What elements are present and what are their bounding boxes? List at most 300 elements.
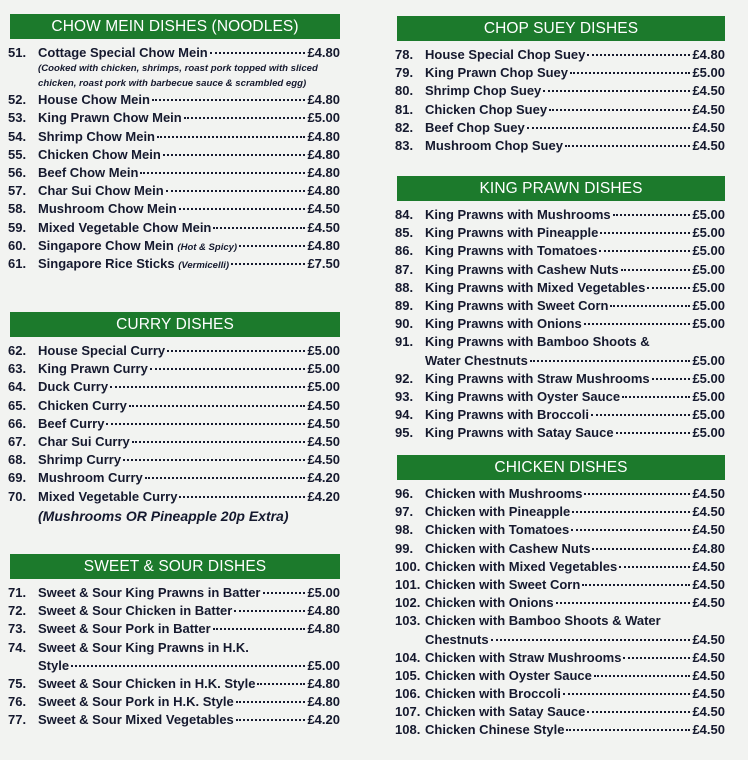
- item-number: 104.: [395, 649, 421, 665]
- item-number: 108.: [395, 722, 421, 738]
- menu-item: [395, 101, 725, 119]
- item-note: (Vermicelli): [178, 259, 230, 271]
- item-number: 103.: [395, 613, 421, 629]
- item-name: Chicken with Tomatoes: [425, 522, 570, 538]
- menu-item: [395, 685, 725, 703]
- item-name: King Prawns with Straw Mushrooms: [425, 370, 650, 386]
- chop-suey-list: [395, 46, 725, 155]
- dot-leader: [150, 368, 306, 370]
- item-price: £4.80: [307, 675, 340, 691]
- menu-item: [395, 667, 725, 685]
- item-price: £4.50: [692, 595, 725, 611]
- item-number: 99.: [395, 540, 414, 556]
- menu-item: [8, 109, 340, 127]
- item-price: £4.50: [692, 504, 725, 520]
- item-number: 97.: [395, 504, 414, 520]
- item-price: £4.50: [692, 101, 725, 117]
- dot-leader: [622, 396, 690, 398]
- dot-leader: [584, 323, 691, 325]
- item-name: Chicken with Bamboo Shoots & Water: [425, 613, 661, 629]
- item-price: £4.80: [307, 603, 340, 619]
- item-price: £5.00: [307, 379, 340, 395]
- dot-leader: [163, 154, 306, 156]
- item-name: Chicken Chinese Style: [425, 722, 565, 738]
- dot-leader: [613, 214, 691, 216]
- dot-leader: [140, 172, 305, 174]
- curry-section: [8, 312, 340, 524]
- item-price: £4.50: [307, 201, 340, 217]
- menu-item: [395, 612, 725, 630]
- item-price: £4.80: [307, 128, 340, 144]
- item-number: 94.: [395, 407, 414, 423]
- menu-item: [8, 237, 340, 255]
- item-price: £4.80: [692, 540, 725, 556]
- dot-leader: [145, 477, 306, 479]
- item-price: £4.80: [307, 237, 340, 253]
- item-price: £5.00: [307, 343, 340, 358]
- menu-item: [395, 703, 725, 721]
- item-name: Duck Curry: [38, 379, 109, 395]
- item-number: 63.: [8, 361, 27, 377]
- item-number: 73.: [8, 621, 27, 637]
- dot-leader: [213, 227, 305, 229]
- dot-leader: [565, 145, 691, 147]
- dot-leader: [587, 711, 690, 713]
- item-price: £4.50: [692, 83, 725, 99]
- item-price: £5.00: [692, 370, 725, 386]
- menu-item: [8, 584, 340, 602]
- item-price: £4.80: [307, 621, 340, 637]
- dot-leader: [210, 52, 306, 54]
- dot-leader: [587, 54, 690, 56]
- section-header: KING PRAWN DISHES: [397, 176, 725, 201]
- item-name: Beef Curry: [38, 415, 105, 431]
- item-price: £4.80: [692, 47, 725, 62]
- item-number: 71.: [8, 585, 27, 600]
- item-number: 67.: [8, 433, 27, 449]
- item-name: Sweet & Sour Pork in H.K. Style: [38, 694, 234, 710]
- item-number: 69.: [8, 470, 27, 486]
- item-price: £4.50: [307, 415, 340, 431]
- item-number: 101.: [395, 576, 421, 592]
- item-name: [38, 255, 229, 275]
- item-name-text: Singapore Rice Sticks: [38, 255, 175, 271]
- menu-item: [8, 397, 340, 415]
- item-price: £4.50: [692, 522, 725, 538]
- dot-leader: [592, 548, 690, 550]
- item-price: £5.00: [307, 110, 340, 126]
- item-name: Sweet & Sour Mixed Vegetables: [38, 712, 234, 728]
- item-name: Chicken with Pineapple: [425, 504, 571, 520]
- item-price: £4.50: [692, 486, 725, 501]
- item-price: £5.00: [692, 65, 725, 81]
- dot-leader: [157, 136, 305, 138]
- menu-item: [8, 602, 340, 620]
- dot-leader: [239, 245, 305, 247]
- item-price: £4.20: [307, 470, 340, 486]
- item-name: King Prawns with Onions: [425, 316, 582, 332]
- item-price: £4.80: [307, 164, 340, 180]
- item-name: King Prawn Chop Suey: [425, 65, 569, 81]
- chow-mein-list: [8, 44, 340, 273]
- item-price: £4.20: [307, 488, 340, 504]
- menu-item: [8, 164, 340, 182]
- menu-item: [8, 620, 340, 638]
- item-price: £4.80: [307, 183, 340, 199]
- item-price: £4.50: [692, 649, 725, 665]
- item-name: Chicken with Oyster Sauce: [425, 667, 592, 683]
- menu-item: [395, 721, 725, 739]
- section-header: CHICKEN DISHES: [397, 455, 725, 480]
- item-number: 51.: [8, 45, 27, 60]
- item-number: 105.: [395, 667, 421, 683]
- menu-item: [395, 261, 725, 279]
- item-number: 56.: [8, 164, 27, 180]
- menu-item: [8, 675, 340, 693]
- item-price: £5.00: [692, 352, 725, 368]
- item-name: King Prawns with Oyster Sauce: [425, 388, 621, 404]
- chow-mein-section: [8, 14, 340, 273]
- menu-item: [8, 360, 340, 378]
- item-name: King Prawns with Broccoli: [425, 407, 589, 423]
- menu-item: [8, 91, 340, 109]
- item-number: 83.: [395, 137, 414, 153]
- menu-item: [395, 594, 725, 612]
- item-number: 95.: [395, 425, 414, 441]
- item-name: Chicken with Straw Mushrooms: [425, 649, 622, 665]
- dot-leader: [167, 350, 305, 352]
- item-name: King Prawns with Satay Sauce: [425, 425, 614, 441]
- menu-item: [8, 146, 340, 164]
- dot-leader: [527, 127, 691, 129]
- item-price: £4.50: [692, 704, 725, 720]
- item-number: 91.: [395, 334, 414, 350]
- menu-item: [395, 297, 725, 315]
- item-name: Sweet & Sour King Prawns in H.K.: [38, 639, 249, 655]
- menu-item: [395, 649, 725, 667]
- menu-item: [8, 451, 340, 469]
- item-number: 81.: [395, 101, 414, 117]
- item-number: 58.: [8, 201, 27, 217]
- item-price: £4.20: [307, 712, 340, 728]
- section-header: CURRY DISHES: [10, 312, 340, 337]
- dot-leader: [549, 109, 690, 111]
- menu-item-continued: [395, 352, 725, 370]
- menu-item: [395, 521, 725, 539]
- menu-item: [8, 433, 340, 451]
- item-name: Char Sui Curry: [38, 433, 130, 449]
- menu-item: [395, 137, 725, 155]
- item-number: 72.: [8, 603, 27, 619]
- item-name: Chicken with Sweet Corn: [425, 576, 581, 592]
- item-name: House Special Chop Suey: [425, 47, 586, 62]
- item-price: £4.50: [692, 576, 725, 592]
- item-note: (Hot & Spicy): [177, 241, 238, 253]
- menu-item: [395, 242, 725, 260]
- menu-item: [395, 315, 725, 333]
- chicken-section: [395, 455, 725, 740]
- item-number: 79.: [395, 65, 414, 81]
- item-name: Mixed Vegetable Chow Mein: [38, 219, 212, 235]
- section-header: CHOP SUEY DISHES: [397, 16, 725, 41]
- item-price: £4.80: [307, 92, 340, 108]
- dot-leader: [599, 250, 690, 252]
- item-price: £4.80: [307, 146, 340, 162]
- dot-leader: [600, 232, 690, 234]
- item-name: Chicken with Onions: [425, 595, 554, 611]
- item-number: 77.: [8, 712, 27, 728]
- item-price: £4.50: [307, 219, 340, 235]
- item-name: House Special Curry: [38, 343, 166, 358]
- sweet-sour-section: [8, 554, 340, 730]
- item-name-text: Singapore Chow Mein: [38, 237, 174, 253]
- menu-item: [8, 342, 340, 360]
- item-name-continued: Water Chestnuts: [425, 352, 528, 368]
- dot-leader: [570, 72, 690, 74]
- menu-item: [395, 388, 725, 406]
- item-number: 88.: [395, 279, 414, 295]
- dot-leader: [184, 117, 306, 119]
- menu-item: [395, 279, 725, 297]
- item-name: Char Sui Chow Mein: [38, 183, 164, 199]
- item-name: Chicken with Cashew Nuts: [425, 540, 591, 556]
- item-price: £5.00: [692, 261, 725, 277]
- menu-item: [8, 255, 340, 273]
- menu-item: [395, 540, 725, 558]
- item-number: 53.: [8, 110, 27, 126]
- item-name: Chicken Chop Suey: [425, 101, 548, 117]
- item-number: 78.: [395, 47, 414, 62]
- dot-leader: [234, 610, 305, 612]
- menu-item-continued: [8, 657, 340, 675]
- dot-leader: [571, 529, 690, 531]
- menu-item: [8, 639, 340, 657]
- dot-leader: [179, 208, 306, 210]
- item-name: Shrimp Chow Mein: [38, 128, 155, 144]
- menu-item: [395, 64, 725, 82]
- sweet-sour-list: [8, 584, 340, 730]
- item-price: £5.00: [692, 407, 725, 423]
- dot-leader: [491, 639, 691, 641]
- item-number: 65.: [8, 397, 27, 413]
- item-number: 93.: [395, 388, 414, 404]
- dot-leader: [530, 360, 691, 362]
- chicken-list: [395, 485, 725, 740]
- menu-item: [395, 370, 725, 388]
- item-name-continued: Chestnuts: [425, 631, 489, 647]
- curry-list: [8, 342, 340, 524]
- dot-leader: [543, 90, 690, 92]
- king-prawn-section: [395, 176, 725, 442]
- dot-leader: [619, 566, 690, 568]
- item-name: Sweet & Sour Chicken in Batter: [38, 603, 233, 619]
- item-name: King Prawns with Cashew Nuts: [425, 261, 619, 277]
- item-price: £5.00: [307, 361, 340, 377]
- dot-leader: [616, 432, 691, 434]
- item-price: £5.00: [692, 316, 725, 332]
- menu-item: [8, 415, 340, 433]
- dot-leader: [179, 496, 305, 498]
- item-number: 62.: [8, 343, 27, 358]
- menu-item: [8, 469, 340, 487]
- item-name: Chicken Chow Mein: [38, 146, 161, 162]
- item-price: £4.50: [307, 433, 340, 449]
- item-description: (Cooked with chicken, shrimps, roast pork topped with sliced chicken, roast pork with barbecue sauce & scrambled egg): [38, 63, 318, 89]
- king-prawn-list: [395, 206, 725, 442]
- dot-leader: [129, 405, 306, 407]
- dot-leader: [621, 269, 691, 271]
- item-name: King Prawns with Mixed Vegetables: [425, 279, 646, 295]
- item-name: Chicken Curry: [38, 397, 127, 413]
- item-name: Mushroom Curry: [38, 470, 143, 486]
- item-name: Sweet & Sour Chicken in H.K. Style: [38, 675, 256, 691]
- item-number: 75.: [8, 675, 27, 691]
- item-price: £4.50: [692, 558, 725, 574]
- item-number: 59.: [8, 219, 27, 235]
- section-header: CHOW MEIN DISHES (NOODLES): [10, 14, 340, 39]
- dot-leader: [110, 386, 305, 388]
- item-price: £5.00: [692, 279, 725, 295]
- item-number: 102.: [395, 595, 421, 611]
- menu-item: [8, 378, 340, 396]
- item-number: 96.: [395, 486, 414, 501]
- menu-item: [395, 46, 725, 64]
- item-number: 107.: [395, 704, 421, 720]
- item-number: 66.: [8, 415, 27, 431]
- dot-leader: [582, 584, 690, 586]
- item-number: 89.: [395, 297, 414, 313]
- item-number: 52.: [8, 92, 27, 108]
- menu-item: [8, 711, 340, 729]
- item-price: £4.50: [307, 452, 340, 468]
- item-number: 85.: [395, 225, 414, 241]
- item-name: House Chow Mein: [38, 92, 150, 108]
- item-number: 80.: [395, 83, 414, 99]
- item-price: £7.50: [307, 255, 340, 271]
- item-name: Mushroom Chow Mein: [38, 201, 177, 217]
- item-price: £5.00: [307, 657, 340, 673]
- dot-leader: [594, 675, 691, 677]
- item-number: 100.: [395, 558, 421, 574]
- menu-item: [395, 406, 725, 424]
- item-name: Shrimp Chop Suey: [425, 83, 542, 99]
- dot-leader: [623, 657, 690, 659]
- menu-item: [8, 693, 340, 711]
- item-name: Cottage Special Chow Mein: [38, 45, 208, 60]
- section-header: SWEET & SOUR DISHES: [10, 554, 340, 579]
- item-name: Mushroom Chop Suey: [425, 137, 563, 153]
- item-price: £4.80: [307, 694, 340, 710]
- item-number: 68.: [8, 452, 27, 468]
- item-number: 87.: [395, 261, 414, 277]
- menu-item: [8, 200, 340, 218]
- item-name: Chicken with Satay Sauce: [425, 704, 586, 720]
- dot-leader: [166, 190, 306, 192]
- dot-leader: [152, 99, 306, 101]
- menu-item: [395, 503, 725, 521]
- item-name: Shrimp Curry: [38, 452, 122, 468]
- item-name: Beef Chow Mein: [38, 164, 139, 180]
- item-price: £4.50: [692, 722, 725, 738]
- menu-item: [395, 119, 725, 137]
- item-number: 54.: [8, 128, 27, 144]
- menu-item: [395, 224, 725, 242]
- item-price: £5.00: [692, 207, 725, 222]
- dot-leader: [652, 378, 691, 380]
- item-number: 92.: [395, 370, 414, 386]
- item-name: Sweet & Sour King Prawns in Batter: [38, 585, 261, 600]
- item-number: 98.: [395, 522, 414, 538]
- dot-leader: [71, 665, 305, 667]
- item-name: King Prawns with Sweet Corn: [425, 297, 609, 313]
- menu-item: [395, 558, 725, 576]
- item-price: £5.00: [307, 585, 340, 600]
- item-number: 60.: [8, 237, 27, 253]
- item-name-continued: Style: [38, 657, 70, 673]
- chop-suey-section: [395, 16, 725, 155]
- dot-leader: [610, 305, 690, 307]
- item-number: 76.: [8, 694, 27, 710]
- menu-item: [8, 182, 340, 200]
- item-price: £5.00: [692, 425, 725, 441]
- item-name: Chicken with Mushrooms: [425, 486, 583, 501]
- dot-leader: [213, 628, 306, 630]
- item-number: 86.: [395, 243, 414, 259]
- item-name: King Prawns with Bamboo Shoots &: [425, 334, 650, 350]
- dot-leader: [123, 459, 305, 461]
- menu-item: [395, 576, 725, 594]
- item-price: £4.50: [692, 119, 725, 135]
- curry-extra-note: (Mushrooms OR Pineapple 20p Extra): [38, 507, 289, 524]
- item-number: 106.: [395, 686, 421, 702]
- item-name: King Prawns with Mushrooms: [425, 207, 611, 222]
- item-number: 90.: [395, 316, 414, 332]
- menu-item: [8, 488, 340, 506]
- item-name: King Prawns with Tomatoes: [425, 243, 598, 259]
- dot-leader: [647, 287, 690, 289]
- item-number: 74.: [8, 639, 27, 655]
- item-price: £4.50: [692, 631, 725, 647]
- item-name: [38, 237, 237, 257]
- menu-item: [8, 219, 340, 237]
- item-price: £4.50: [692, 686, 725, 702]
- dot-leader: [106, 423, 305, 425]
- dot-leader: [236, 719, 306, 721]
- item-number: 70.: [8, 488, 27, 504]
- item-price: £4.80: [307, 45, 340, 60]
- item-name: Beef Chop Suey: [425, 119, 525, 135]
- dot-leader: [236, 701, 306, 703]
- menu-item: [395, 485, 725, 503]
- item-number: 82.: [395, 119, 414, 135]
- item-price: £4.50: [307, 397, 340, 413]
- dot-leader: [263, 592, 306, 594]
- dot-leader: [572, 511, 690, 513]
- menu-item: [395, 424, 725, 442]
- item-number: 57.: [8, 183, 27, 199]
- item-number: 55.: [8, 146, 27, 162]
- item-number: 64.: [8, 379, 27, 395]
- item-name: King Prawn Chow Mein: [38, 110, 182, 126]
- item-name: King Prawn Curry: [38, 361, 148, 377]
- menu-item: [395, 82, 725, 100]
- item-price: £5.00: [692, 225, 725, 241]
- dot-leader: [566, 729, 690, 731]
- item-name: Mixed Vegetable Curry: [38, 488, 178, 504]
- item-price: £5.00: [692, 297, 725, 313]
- menu-item: [395, 333, 725, 351]
- dot-leader: [556, 602, 691, 604]
